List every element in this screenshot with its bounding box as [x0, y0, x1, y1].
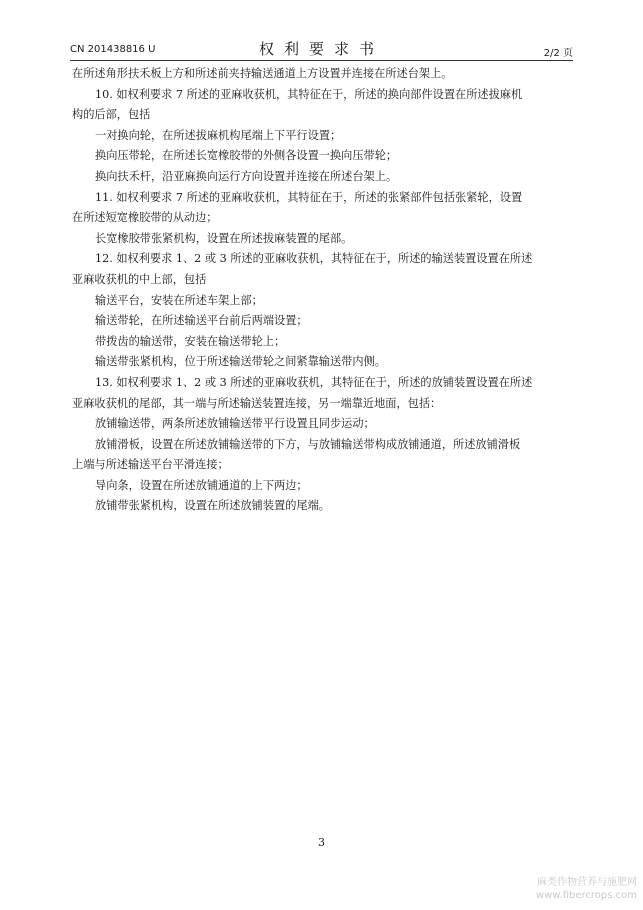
- text-line: 放铺带张紧机构，设置在所述放铺装置的尾端。: [95, 499, 330, 513]
- watermark-line-2: www.fibercrops.com: [535, 890, 637, 901]
- text-line: 长宽橡胶带张紧机构，设置在所述拔麻装置的尾部。: [95, 231, 353, 245]
- text-line: 带拨齿的输送带，安装在输送带轮上；: [95, 334, 286, 348]
- text-line: 换向压带轮，在所述长宽橡胶带的外侧各设置一换向压带轮；: [95, 149, 398, 163]
- doc-number: CN 201438816 U: [70, 44, 156, 55]
- page-number: 3: [318, 836, 325, 849]
- text-line: 在所述短宽橡胶带的从动边；: [72, 211, 218, 225]
- text-line: 一对换向轮，在所述拔麻机构尾端上下平行设置；: [95, 128, 342, 142]
- watermark: [536, 876, 637, 902]
- text-line: 构的后部，包括: [72, 108, 151, 122]
- text-line: 输送带轮，在所述输送平台前后两端设置；: [95, 314, 308, 328]
- text-line: 输送平台，安装在所述车架上部；: [95, 293, 263, 307]
- text-line: 上端与所述输送平台平滑连接；: [72, 458, 229, 472]
- text-line: 亚麻收获机的尾部，其一端与所述输送装置连接，另一端靠近地面，包括：: [72, 396, 442, 410]
- text-line: 在所述角形扶禾板上方和所述前夹持输送通道上方设置并连接在所述台架上。: [72, 67, 453, 80]
- text-line: 13. 如权利要求 1、2 或 3 所述的亚麻收获机，其特征在于，所述的放铺装置设置在所述: [95, 375, 533, 389]
- watermark-line-1: 麻类作物营养与施肥网: [537, 877, 637, 888]
- page-info: 2/2 页: [543, 48, 573, 59]
- page-header: [70, 36, 573, 61]
- text-line: 放铺滑板，设置在所述放铺输送带的下方，与放铺输送带构成放铺通道，所述放铺滑板: [95, 437, 521, 451]
- page-title: 权利要求书: [258, 40, 384, 58]
- text-line: 换向扶禾杆，沿亚麻换向运行方向设置并连接在所述台架上。: [95, 169, 398, 183]
- claims-body: [72, 64, 577, 517]
- text-line: 亚麻收获机的中上部，包括: [72, 272, 207, 286]
- text-line: 11. 如权利要求 7 所述的亚麻收获机，其特征在于，所述的张紧部件包括张紧轮，设置: [95, 190, 523, 204]
- text-line: 10. 如权利要求 7 所述的亚麻收获机，其特征在于，所述的换向部件设置在所述拔麻机: [95, 87, 523, 101]
- text-line: 导向条，设置在所述放铺通道的上下两边；: [95, 478, 308, 492]
- text-line: 12. 如权利要求 1、2 或 3 所述的亚麻收获机，其特征在于，所述的输送装置设置在所述: [95, 252, 533, 266]
- text-line: 放铺输送带，两条所述放铺输送带平行设置且同步运动；: [95, 417, 375, 431]
- text-line: 输送带张紧机构，位于所述输送带轮之间紧靠输送带内侧。: [95, 355, 386, 369]
